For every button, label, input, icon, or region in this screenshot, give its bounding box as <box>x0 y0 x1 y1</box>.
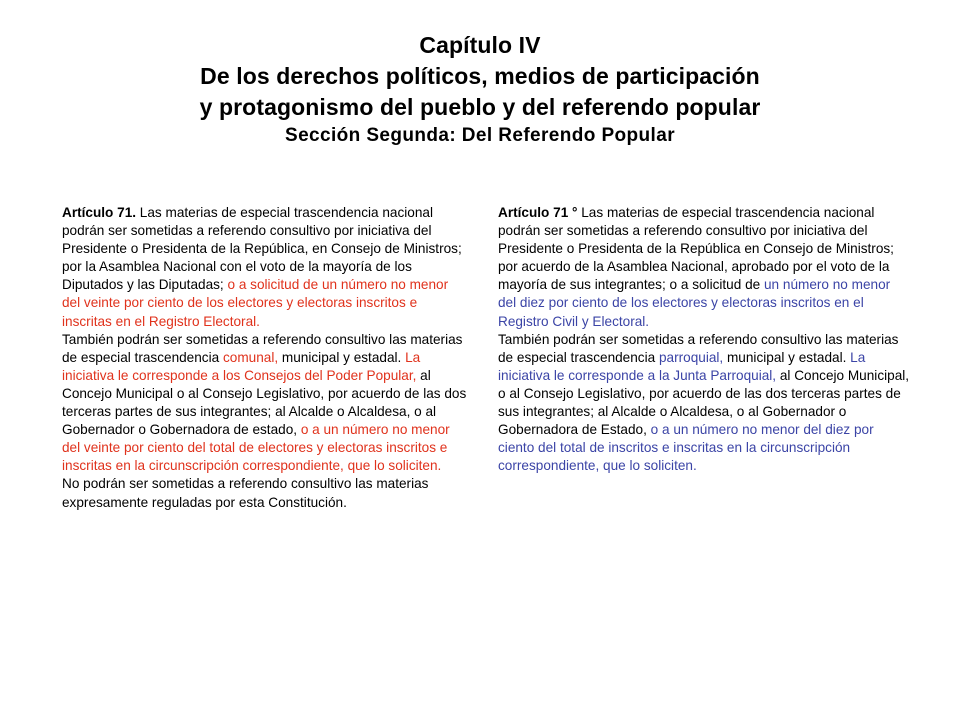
left-p2-text-3: al Concejo Municipal o al Consejo Legislativo, por acuerdo de las dos terceras partes de sus integrantes; al Alcalde o Alcaldesa, o al Gobernador o Gobernadora de estado, <box>62 367 467 438</box>
left-p2-highlight-3: o a un número no menor del veinte por ciento del total de electores y electoras inscritos e inscritas en la circunscripción correspondiente, que lo soliciten. <box>62 422 450 474</box>
left-p2-text-1: También podrán ser sometidas a referendo consultivo las materias de especial trascendencia <box>62 331 463 365</box>
right-p2-text-1: También podrán ser sometidas a referendo consultivo las materias de especial trascendencia <box>498 331 899 365</box>
left-paragraph-3 <box>62 475 470 511</box>
left-paragraph-2 <box>62 331 470 476</box>
right-paragraph-1 <box>498 204 910 331</box>
article-71-reform-column <box>498 204 910 475</box>
left-article-label: Artículo 71. <box>62 205 137 220</box>
right-p2-text-2: municipal y estadal. <box>723 349 851 365</box>
right-p2-highlight-2: La iniciativa le corresponde a la Junta Parroquial, <box>498 349 866 383</box>
left-p1-text: Las materias de especial trascendencia nacional podrán ser sometidas a referendo consultivo por iniciativa del Presidente o Presidenta de la República, en Consejo de Ministros; por la Asamblea Nacional con el voto de la mayoría de los Diputados y las Diputadas; <box>62 205 462 293</box>
right-p2-highlight-1: parroquial, <box>658 349 724 365</box>
left-p3-text: No podrán ser sometidas a referendo consultivo las materias expresamente reguladas por esta Constitución. <box>62 476 429 510</box>
right-article-label: Artículo 71 ° <box>498 205 578 220</box>
right-p2-highlight-3: o a un número no menor del diez por ciento del total de inscritos e inscritas en la circunscripción correspondiente, que lo soliciten. <box>498 422 874 474</box>
left-paragraph-1 <box>62 204 470 331</box>
right-p1-highlight: un número no menor del diez por ciento de los electores y electoras inscritos en el Registro Civil y Electoral. <box>498 277 891 329</box>
slide-header <box>0 30 960 149</box>
left-p1-highlight: o a solicitud de un número no menor del veinte por ciento de los electores y electoras inscritos e inscritas en el Registro Electoral. <box>62 277 449 329</box>
title-line-1: De los derechos políticos, medios de participación <box>200 63 760 89</box>
right-p2-text-3: al Concejo Municipal, o al Consejo Legislativo, por acuerdo de las dos terceras partes de sus integrantes; al Alcalde o Alcaldesa, o al Gobernador o Gobernadora de Estado, <box>498 367 910 438</box>
article-71-current-column <box>62 204 470 512</box>
right-paragraph-2 <box>498 331 910 476</box>
left-p2-highlight-1: comunal, <box>222 349 279 365</box>
section-title: Sección Segunda: Del Referendo Popular <box>285 125 675 146</box>
chapter-title: Capítulo IV <box>419 32 541 58</box>
left-p2-text-2: municipal y estadal. <box>278 349 406 365</box>
title-line-2: y protagonismo del pueblo y del referendo popular <box>199 94 761 120</box>
left-p2-highlight-2: La iniciativa le corresponde a los Consejos del Poder Popular, <box>62 349 421 383</box>
right-p1-text: Las materias de especial trascendencia nacional podrán ser sometidas a referendo consultivo por iniciativa del Presidente o Presidenta de la República en Consejo de Ministros; por acuerdo de la Asamblea Nacional, aprobado por el voto de la mayoría de sus integrantes; o a solicitud de <box>498 205 894 293</box>
